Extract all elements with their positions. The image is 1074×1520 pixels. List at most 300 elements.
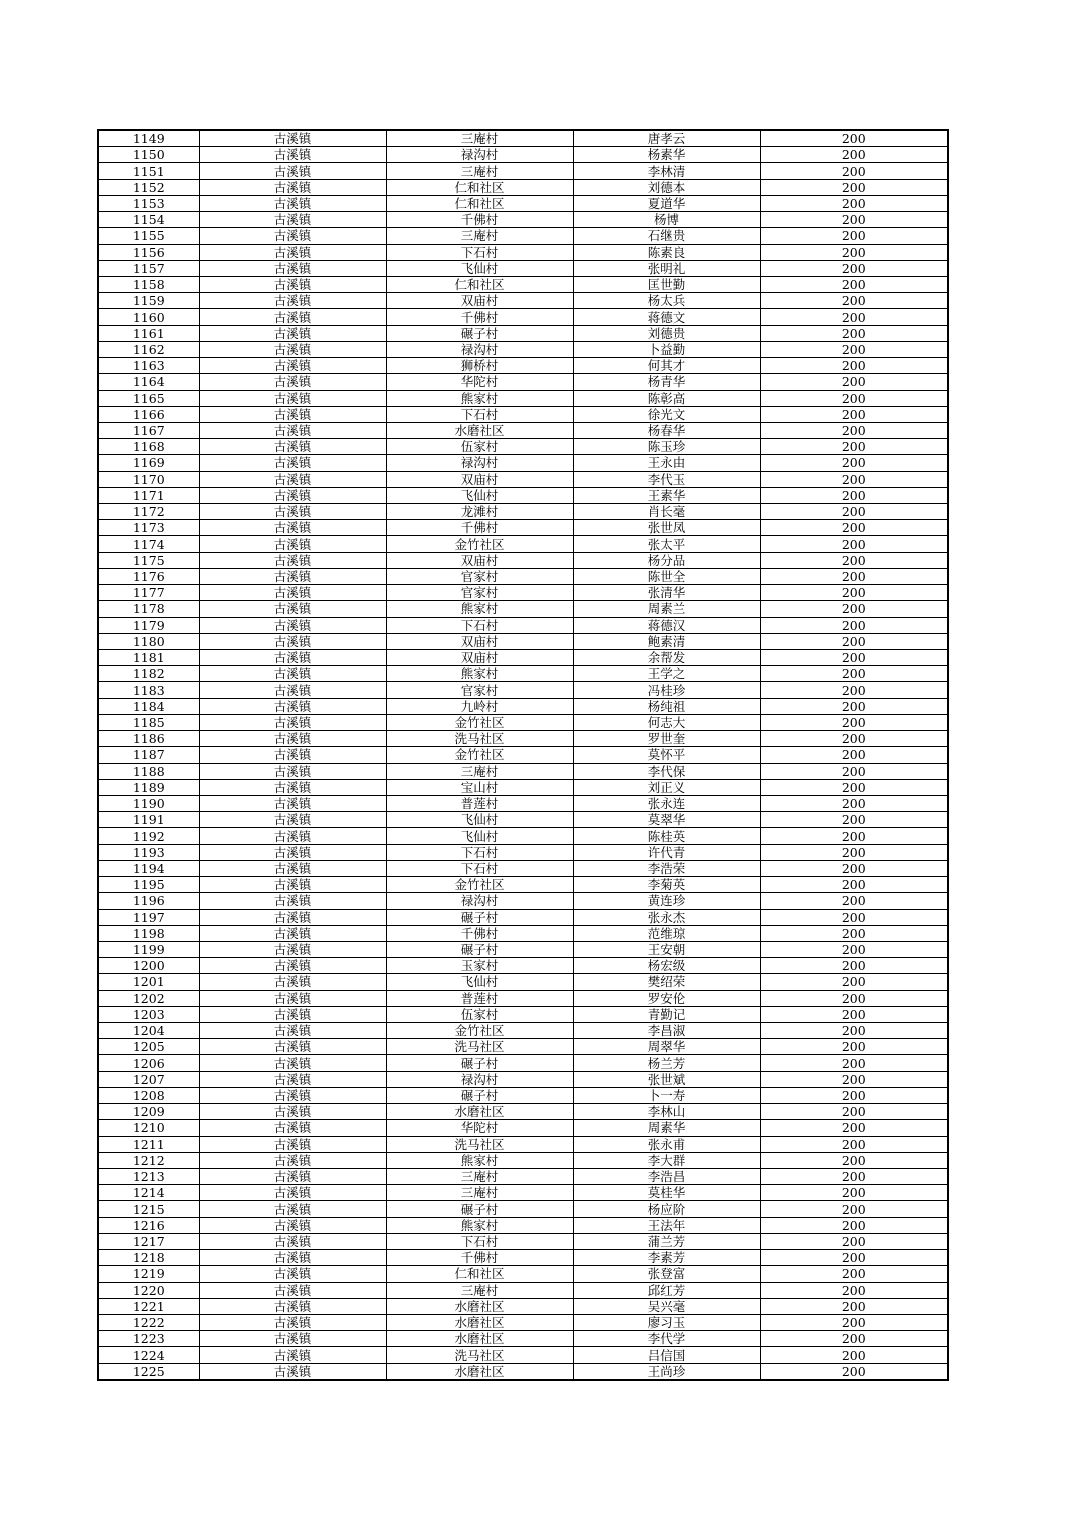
row-number-cell: 1176 bbox=[98, 568, 199, 584]
amount-cell: 200 bbox=[760, 1039, 948, 1055]
row-number-cell: 1184 bbox=[98, 698, 199, 714]
village-cell: 金竹社区 bbox=[386, 747, 573, 763]
name-cell: 李浩荣 bbox=[573, 860, 760, 876]
town-cell: 古溪镇 bbox=[199, 1250, 386, 1266]
row-number-cell: 1172 bbox=[98, 504, 199, 520]
amount-cell: 200 bbox=[760, 601, 948, 617]
town-cell: 古溪镇 bbox=[199, 1120, 386, 1136]
town-cell: 古溪镇 bbox=[199, 617, 386, 633]
town-cell: 古溪镇 bbox=[199, 682, 386, 698]
row-number-cell: 1194 bbox=[98, 860, 199, 876]
table-row bbox=[98, 341, 948, 357]
town-cell: 古溪镇 bbox=[199, 471, 386, 487]
table-row bbox=[98, 568, 948, 584]
town-cell: 古溪镇 bbox=[199, 1087, 386, 1103]
town-cell: 古溪镇 bbox=[199, 763, 386, 779]
town-cell: 古溪镇 bbox=[199, 309, 386, 325]
name-cell: 周翠华 bbox=[573, 1039, 760, 1055]
table-row bbox=[98, 1120, 948, 1136]
name-cell: 杨太兵 bbox=[573, 293, 760, 309]
row-number-cell: 1154 bbox=[98, 212, 199, 228]
table-row bbox=[98, 1104, 948, 1120]
town-cell: 古溪镇 bbox=[199, 1071, 386, 1087]
village-cell: 洗马社区 bbox=[386, 731, 573, 747]
town-cell: 古溪镇 bbox=[199, 406, 386, 422]
row-number-cell: 1196 bbox=[98, 893, 199, 909]
town-cell: 古溪镇 bbox=[199, 195, 386, 211]
table-row bbox=[98, 1169, 948, 1185]
village-cell: 双庙村 bbox=[386, 552, 573, 568]
village-cell: 三庵村 bbox=[386, 163, 573, 179]
name-cell: 肖长毫 bbox=[573, 504, 760, 520]
town-cell: 古溪镇 bbox=[199, 893, 386, 909]
town-cell: 古溪镇 bbox=[199, 358, 386, 374]
table-row bbox=[98, 617, 948, 633]
table-row bbox=[98, 130, 948, 147]
row-number-cell: 1204 bbox=[98, 1023, 199, 1039]
name-cell: 罗世奎 bbox=[573, 731, 760, 747]
row-number-cell: 1173 bbox=[98, 520, 199, 536]
table-row bbox=[98, 812, 948, 828]
town-cell: 古溪镇 bbox=[199, 812, 386, 828]
row-number-cell: 1179 bbox=[98, 617, 199, 633]
row-number-cell: 1191 bbox=[98, 812, 199, 828]
town-cell: 古溪镇 bbox=[199, 779, 386, 795]
table-row bbox=[98, 698, 948, 714]
village-cell: 三庵村 bbox=[386, 1169, 573, 1185]
village-cell: 普莲村 bbox=[386, 795, 573, 811]
amount-cell: 200 bbox=[760, 779, 948, 795]
village-cell: 千佛村 bbox=[386, 309, 573, 325]
row-number-cell: 1161 bbox=[98, 325, 199, 341]
table-row bbox=[98, 504, 948, 520]
table-row bbox=[98, 374, 948, 390]
village-cell: 官家村 bbox=[386, 585, 573, 601]
name-cell: 杨青华 bbox=[573, 374, 760, 390]
name-cell: 刘正义 bbox=[573, 779, 760, 795]
town-cell: 古溪镇 bbox=[199, 1217, 386, 1233]
row-number-cell: 1202 bbox=[98, 990, 199, 1006]
amount-cell: 200 bbox=[760, 698, 948, 714]
row-number-cell: 1151 bbox=[98, 163, 199, 179]
amount-cell: 200 bbox=[760, 228, 948, 244]
town-cell: 古溪镇 bbox=[199, 212, 386, 228]
town-cell: 古溪镇 bbox=[199, 244, 386, 260]
name-cell: 李大群 bbox=[573, 1152, 760, 1168]
town-cell: 古溪镇 bbox=[199, 844, 386, 860]
amount-cell: 200 bbox=[760, 650, 948, 666]
name-cell: 罗安伦 bbox=[573, 990, 760, 1006]
amount-cell: 200 bbox=[760, 406, 948, 422]
name-cell: 陈素良 bbox=[573, 244, 760, 260]
row-number-cell: 1222 bbox=[98, 1314, 199, 1330]
town-cell: 古溪镇 bbox=[199, 276, 386, 292]
village-cell: 禄沟村 bbox=[386, 341, 573, 357]
row-number-cell: 1175 bbox=[98, 552, 199, 568]
name-cell: 李昌淑 bbox=[573, 1023, 760, 1039]
village-cell: 伍家村 bbox=[386, 1006, 573, 1022]
town-cell: 古溪镇 bbox=[199, 487, 386, 503]
table-row bbox=[98, 682, 948, 698]
town-cell: 古溪镇 bbox=[199, 698, 386, 714]
town-cell: 古溪镇 bbox=[199, 1266, 386, 1282]
name-cell: 杨兰芳 bbox=[573, 1055, 760, 1071]
amount-cell: 200 bbox=[760, 1087, 948, 1103]
row-number-cell: 1214 bbox=[98, 1185, 199, 1201]
row-number-cell: 1209 bbox=[98, 1104, 199, 1120]
amount-cell: 200 bbox=[760, 617, 948, 633]
village-cell: 官家村 bbox=[386, 568, 573, 584]
table-row bbox=[98, 1233, 948, 1249]
table-row bbox=[98, 893, 948, 909]
name-cell: 李代玉 bbox=[573, 471, 760, 487]
row-number-cell: 1201 bbox=[98, 974, 199, 990]
table-row bbox=[98, 763, 948, 779]
table-row bbox=[98, 1201, 948, 1217]
amount-cell: 200 bbox=[760, 812, 948, 828]
name-cell: 张永甫 bbox=[573, 1136, 760, 1152]
town-cell: 古溪镇 bbox=[199, 828, 386, 844]
amount-cell: 200 bbox=[760, 260, 948, 276]
row-number-cell: 1180 bbox=[98, 633, 199, 649]
amount-cell: 200 bbox=[760, 1152, 948, 1168]
name-cell: 刘德贵 bbox=[573, 325, 760, 341]
table-row bbox=[98, 909, 948, 925]
town-cell: 古溪镇 bbox=[199, 1298, 386, 1314]
name-cell: 杨春华 bbox=[573, 422, 760, 438]
name-cell: 李素芳 bbox=[573, 1250, 760, 1266]
row-number-cell: 1159 bbox=[98, 293, 199, 309]
village-cell: 熊家村 bbox=[386, 1217, 573, 1233]
name-cell: 樊绍荣 bbox=[573, 974, 760, 990]
amount-cell: 200 bbox=[760, 536, 948, 552]
row-number-cell: 1197 bbox=[98, 909, 199, 925]
name-cell: 徐光文 bbox=[573, 406, 760, 422]
amount-cell: 200 bbox=[760, 1120, 948, 1136]
town-cell: 古溪镇 bbox=[199, 795, 386, 811]
town-cell: 古溪镇 bbox=[199, 1152, 386, 1168]
town-cell: 古溪镇 bbox=[199, 1023, 386, 1039]
name-cell: 张世凤 bbox=[573, 520, 760, 536]
table-row bbox=[98, 487, 948, 503]
table-row bbox=[98, 925, 948, 941]
village-cell: 三庵村 bbox=[386, 1282, 573, 1298]
table-row bbox=[98, 179, 948, 195]
name-cell: 李代保 bbox=[573, 763, 760, 779]
town-cell: 古溪镇 bbox=[199, 520, 386, 536]
table-row bbox=[98, 1152, 948, 1168]
amount-cell: 200 bbox=[760, 925, 948, 941]
amount-cell: 200 bbox=[760, 1104, 948, 1120]
table-row bbox=[98, 276, 948, 292]
name-cell: 黄连珍 bbox=[573, 893, 760, 909]
table-row bbox=[98, 406, 948, 422]
amount-cell: 200 bbox=[760, 1201, 948, 1217]
village-cell: 飞仙村 bbox=[386, 828, 573, 844]
village-cell: 三庵村 bbox=[386, 228, 573, 244]
village-cell: 伍家村 bbox=[386, 439, 573, 455]
row-number-cell: 1223 bbox=[98, 1331, 199, 1347]
village-cell: 飞仙村 bbox=[386, 260, 573, 276]
amount-cell: 200 bbox=[760, 893, 948, 909]
village-cell: 下石村 bbox=[386, 244, 573, 260]
row-number-cell: 1212 bbox=[98, 1152, 199, 1168]
table-row bbox=[98, 1185, 948, 1201]
row-number-cell: 1153 bbox=[98, 195, 199, 211]
table-row bbox=[98, 422, 948, 438]
amount-cell: 200 bbox=[760, 1055, 948, 1071]
town-cell: 古溪镇 bbox=[199, 390, 386, 406]
name-cell: 张清华 bbox=[573, 585, 760, 601]
town-cell: 古溪镇 bbox=[199, 731, 386, 747]
amount-cell: 200 bbox=[760, 1347, 948, 1363]
town-cell: 古溪镇 bbox=[199, 877, 386, 893]
name-cell: 杨分品 bbox=[573, 552, 760, 568]
name-cell: 范维琼 bbox=[573, 925, 760, 941]
amount-cell: 200 bbox=[760, 552, 948, 568]
row-number-cell: 1171 bbox=[98, 487, 199, 503]
amount-cell: 200 bbox=[760, 212, 948, 228]
village-cell: 金竹社区 bbox=[386, 714, 573, 730]
row-number-cell: 1221 bbox=[98, 1298, 199, 1314]
town-cell: 古溪镇 bbox=[199, 1201, 386, 1217]
row-number-cell: 1211 bbox=[98, 1136, 199, 1152]
row-number-cell: 1160 bbox=[98, 309, 199, 325]
village-cell: 熊家村 bbox=[386, 390, 573, 406]
name-cell: 廖习玉 bbox=[573, 1314, 760, 1330]
village-cell: 宝山村 bbox=[386, 779, 573, 795]
row-number-cell: 1170 bbox=[98, 471, 199, 487]
table-row bbox=[98, 244, 948, 260]
village-cell: 洗马社区 bbox=[386, 1136, 573, 1152]
row-number-cell: 1220 bbox=[98, 1282, 199, 1298]
amount-cell: 200 bbox=[760, 1233, 948, 1249]
table-row bbox=[98, 1298, 948, 1314]
table-row bbox=[98, 309, 948, 325]
row-number-cell: 1162 bbox=[98, 341, 199, 357]
name-cell: 吴兴毫 bbox=[573, 1298, 760, 1314]
row-number-cell: 1190 bbox=[98, 795, 199, 811]
name-cell: 蒋德汉 bbox=[573, 617, 760, 633]
table-row bbox=[98, 1266, 948, 1282]
row-number-cell: 1225 bbox=[98, 1363, 199, 1380]
town-cell: 古溪镇 bbox=[199, 958, 386, 974]
village-cell: 金竹社区 bbox=[386, 536, 573, 552]
town-cell: 古溪镇 bbox=[199, 147, 386, 163]
table-row bbox=[98, 1071, 948, 1087]
amount-cell: 200 bbox=[760, 1298, 948, 1314]
village-cell: 官家村 bbox=[386, 682, 573, 698]
table-row bbox=[98, 325, 948, 341]
amount-cell: 200 bbox=[760, 909, 948, 925]
town-cell: 古溪镇 bbox=[199, 504, 386, 520]
table-row bbox=[98, 1363, 948, 1380]
row-number-cell: 1186 bbox=[98, 731, 199, 747]
name-cell: 青勤记 bbox=[573, 1006, 760, 1022]
amount-cell: 200 bbox=[760, 860, 948, 876]
table-row bbox=[98, 1023, 948, 1039]
village-cell: 华陀村 bbox=[386, 374, 573, 390]
name-cell: 杨宏级 bbox=[573, 958, 760, 974]
village-cell: 千佛村 bbox=[386, 925, 573, 941]
row-number-cell: 1188 bbox=[98, 763, 199, 779]
village-cell: 水磨社区 bbox=[386, 1331, 573, 1347]
amount-cell: 200 bbox=[760, 1331, 948, 1347]
village-cell: 龙滩村 bbox=[386, 504, 573, 520]
amount-cell: 200 bbox=[760, 244, 948, 260]
table-row bbox=[98, 471, 948, 487]
village-cell: 水磨社区 bbox=[386, 1298, 573, 1314]
table-row bbox=[98, 552, 948, 568]
name-cell: 张太平 bbox=[573, 536, 760, 552]
town-cell: 古溪镇 bbox=[199, 1363, 386, 1380]
village-cell: 碾子村 bbox=[386, 909, 573, 925]
name-cell: 何志大 bbox=[573, 714, 760, 730]
amount-cell: 200 bbox=[760, 763, 948, 779]
name-cell: 张世斌 bbox=[573, 1071, 760, 1087]
table-row bbox=[98, 1087, 948, 1103]
row-number-cell: 1213 bbox=[98, 1169, 199, 1185]
table-row bbox=[98, 714, 948, 730]
name-cell: 李菊英 bbox=[573, 877, 760, 893]
village-cell: 玉家村 bbox=[386, 958, 573, 974]
row-number-cell: 1207 bbox=[98, 1071, 199, 1087]
name-cell: 莫桂华 bbox=[573, 1185, 760, 1201]
table-row bbox=[98, 260, 948, 276]
village-cell: 水磨社区 bbox=[386, 1363, 573, 1380]
village-cell: 下石村 bbox=[386, 617, 573, 633]
amount-cell: 200 bbox=[760, 471, 948, 487]
amount-cell: 200 bbox=[760, 487, 948, 503]
row-number-cell: 1164 bbox=[98, 374, 199, 390]
table-row bbox=[98, 795, 948, 811]
table-row bbox=[98, 585, 948, 601]
amount-cell: 200 bbox=[760, 1071, 948, 1087]
town-cell: 古溪镇 bbox=[199, 552, 386, 568]
name-cell: 张永杰 bbox=[573, 909, 760, 925]
table-row bbox=[98, 390, 948, 406]
amount-cell: 200 bbox=[760, 568, 948, 584]
town-cell: 古溪镇 bbox=[199, 601, 386, 617]
village-cell: 飞仙村 bbox=[386, 974, 573, 990]
village-cell: 普莲村 bbox=[386, 990, 573, 1006]
town-cell: 古溪镇 bbox=[199, 1233, 386, 1249]
village-cell: 九岭村 bbox=[386, 698, 573, 714]
row-number-cell: 1215 bbox=[98, 1201, 199, 1217]
amount-cell: 200 bbox=[760, 795, 948, 811]
town-cell: 古溪镇 bbox=[199, 1331, 386, 1347]
name-cell: 邱红芳 bbox=[573, 1282, 760, 1298]
town-cell: 古溪镇 bbox=[199, 1136, 386, 1152]
name-cell: 张登富 bbox=[573, 1266, 760, 1282]
village-cell: 仁和社区 bbox=[386, 195, 573, 211]
amount-cell: 200 bbox=[760, 276, 948, 292]
amount-cell: 200 bbox=[760, 714, 948, 730]
row-number-cell: 1182 bbox=[98, 666, 199, 682]
table-row bbox=[98, 828, 948, 844]
town-cell: 古溪镇 bbox=[199, 909, 386, 925]
village-cell: 水磨社区 bbox=[386, 422, 573, 438]
table-row bbox=[98, 163, 948, 179]
name-cell: 张明礼 bbox=[573, 260, 760, 276]
village-cell: 洗马社区 bbox=[386, 1347, 573, 1363]
table-row bbox=[98, 844, 948, 860]
village-cell: 下石村 bbox=[386, 1233, 573, 1249]
table-row bbox=[98, 195, 948, 211]
name-cell: 莫翠华 bbox=[573, 812, 760, 828]
amount-cell: 200 bbox=[760, 1023, 948, 1039]
table-row bbox=[98, 1314, 948, 1330]
row-number-cell: 1185 bbox=[98, 714, 199, 730]
name-cell: 陈桂英 bbox=[573, 828, 760, 844]
village-cell: 碾子村 bbox=[386, 325, 573, 341]
name-cell: 李代学 bbox=[573, 1331, 760, 1347]
row-number-cell: 1206 bbox=[98, 1055, 199, 1071]
village-cell: 仁和社区 bbox=[386, 179, 573, 195]
town-cell: 古溪镇 bbox=[199, 341, 386, 357]
row-number-cell: 1177 bbox=[98, 585, 199, 601]
village-cell: 下石村 bbox=[386, 406, 573, 422]
amount-cell: 200 bbox=[760, 455, 948, 471]
name-cell: 陈玉珍 bbox=[573, 439, 760, 455]
table-row bbox=[98, 1347, 948, 1363]
table-row bbox=[98, 990, 948, 1006]
row-number-cell: 1217 bbox=[98, 1233, 199, 1249]
village-cell: 千佛村 bbox=[386, 212, 573, 228]
village-cell: 仁和社区 bbox=[386, 1266, 573, 1282]
table-row bbox=[98, 1282, 948, 1298]
name-cell: 蒋德文 bbox=[573, 309, 760, 325]
village-cell: 双庙村 bbox=[386, 471, 573, 487]
village-cell: 三庵村 bbox=[386, 1185, 573, 1201]
village-cell: 狮桥村 bbox=[386, 358, 573, 374]
amount-cell: 200 bbox=[760, 504, 948, 520]
amount-cell: 200 bbox=[760, 374, 948, 390]
name-cell: 吕信国 bbox=[573, 1347, 760, 1363]
town-cell: 古溪镇 bbox=[199, 860, 386, 876]
town-cell: 古溪镇 bbox=[199, 1282, 386, 1298]
amount-cell: 200 bbox=[760, 1185, 948, 1201]
amount-cell: 200 bbox=[760, 163, 948, 179]
row-number-cell: 1189 bbox=[98, 779, 199, 795]
table-row bbox=[98, 974, 948, 990]
row-number-cell: 1210 bbox=[98, 1120, 199, 1136]
amount-cell: 200 bbox=[760, 958, 948, 974]
name-cell: 蒲兰芳 bbox=[573, 1233, 760, 1249]
village-cell: 禄沟村 bbox=[386, 893, 573, 909]
name-cell: 陈彰高 bbox=[573, 390, 760, 406]
table-row bbox=[98, 601, 948, 617]
amount-cell: 200 bbox=[760, 147, 948, 163]
town-cell: 古溪镇 bbox=[199, 325, 386, 341]
town-cell: 古溪镇 bbox=[199, 1006, 386, 1022]
town-cell: 古溪镇 bbox=[199, 714, 386, 730]
village-cell: 碾子村 bbox=[386, 1055, 573, 1071]
row-number-cell: 1157 bbox=[98, 260, 199, 276]
table-row bbox=[98, 958, 948, 974]
village-cell: 碾子村 bbox=[386, 1201, 573, 1217]
amount-cell: 200 bbox=[760, 633, 948, 649]
table-row bbox=[98, 877, 948, 893]
amount-cell: 200 bbox=[760, 731, 948, 747]
table-row bbox=[98, 731, 948, 747]
name-cell: 余帮发 bbox=[573, 650, 760, 666]
name-cell: 杨素华 bbox=[573, 147, 760, 163]
name-cell: 王学之 bbox=[573, 666, 760, 682]
village-cell: 金竹社区 bbox=[386, 1023, 573, 1039]
row-number-cell: 1168 bbox=[98, 439, 199, 455]
town-cell: 古溪镇 bbox=[199, 585, 386, 601]
